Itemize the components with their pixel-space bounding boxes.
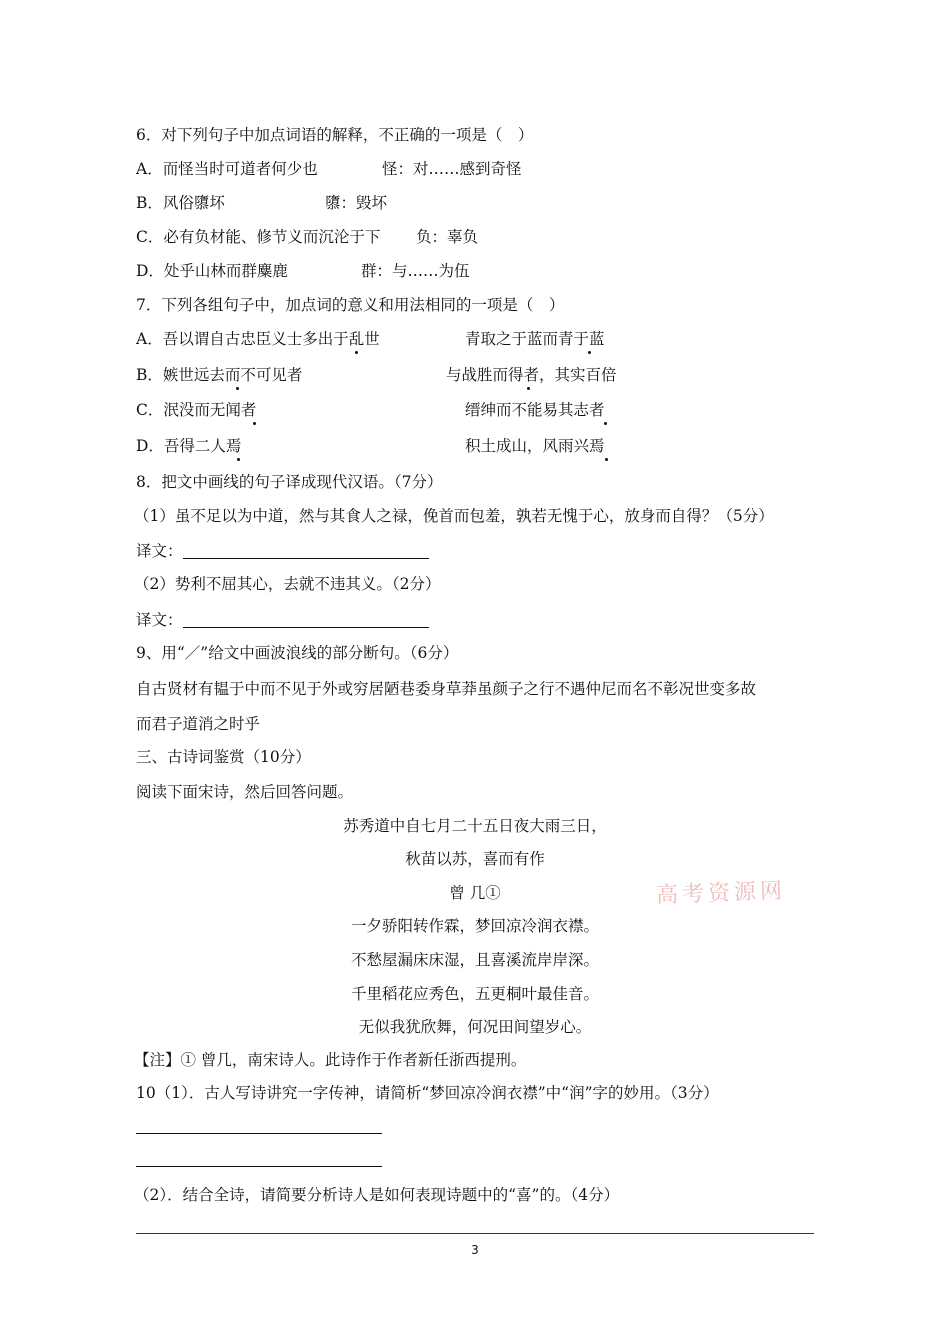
answer-blank[interactable] [183, 611, 429, 628]
q6-option-a [136, 159, 318, 179]
q7-option-b-left: B．嫉世远去而不可见者 [136, 366, 303, 384]
poem-title-line1: 苏秀道中自七月二十五日夜大雨三日， [343, 817, 607, 835]
q6-option-b-gloss: 隳：毁坏 [325, 194, 388, 212]
q8-answer-1 [136, 541, 429, 561]
q10-part2: （2）．结合全诗，请简要分析诗人是如何表现诗题中的“喜”的。（4分） [134, 1186, 620, 1204]
q7-option-c-left: C．泯没而无闻者 [136, 401, 257, 419]
q6-option-b-sentence: B．风俗隳坏 [136, 194, 225, 212]
q8-part2: （2）势利不屈其心，去就不违其义。（2分） [134, 575, 441, 593]
q6-option-c [136, 227, 380, 247]
q6-option-b [136, 193, 225, 213]
q9-stem: 9、用“／”给文中画波浪线的部分断句。（6分） [136, 644, 459, 662]
answer-line[interactable] [136, 1133, 382, 1134]
q6-option-c-gloss: 负：辜负 [416, 228, 479, 246]
emphasis-dot [605, 458, 608, 461]
footer-divider [136, 1233, 814, 1234]
answer-line[interactable] [136, 1166, 382, 1167]
q8-part1: （1）虽不足以为中道，然与其食人之禄，俛首而包羞，孰若无愧于心，放身而自得？（5分） [134, 507, 774, 525]
q6-option-d-gloss: 群：与……为伍 [361, 262, 470, 280]
q9-text-line2: 而君子道消之时乎 [136, 715, 261, 733]
q6-option-a-sentence: A．而怪当时可道者何少也 [136, 160, 318, 178]
section3-heading: 三、古诗词鉴赏（10分） [136, 748, 311, 766]
poem-title-line2: 秋苗以苏，喜而有作 [405, 850, 545, 868]
q6-stem: 6．对下列句子中加点词语的解释，不正确的一项是（ ） [136, 126, 534, 144]
q10-part1: 10（1）．古人写诗讲究一字传神，请简析“梦回凉冷润衣襟”中“润”字的妙用。（3分） [136, 1084, 719, 1102]
emphasis-dot [527, 387, 530, 390]
q7-option-b-right: 与战胜而得者，其实百倍 [446, 366, 617, 384]
poem-author: 曾 几① [449, 884, 501, 902]
poem-line-4: 无似我犹欣舞，何况田间望岁心。 [358, 1018, 592, 1036]
q7-stem: 7．下列各组句子中，加点词的意义和用法相同的一项是（ ） [136, 296, 565, 314]
section3-intro: 阅读下面宋诗，然后回答问题。 [136, 783, 354, 801]
q7-option-a-right: 青取之于蓝而青于蓝 [465, 330, 605, 348]
emphasis-dot [588, 351, 591, 354]
q7-option-a-left: A．吾以谓自古忠臣义士多出于乱世 [136, 330, 380, 348]
q8-stem: 8．把文中画线的句子译成现代汉语。（7分） [136, 473, 443, 491]
q8-answer-2 [136, 610, 429, 630]
emphasis-dot [355, 351, 358, 354]
q7-option-c-right: 缙绅而不能易其志者 [465, 401, 605, 419]
poem-note: 【注】① 曾几，南宋诗人。此诗作于作者新任浙西提刑。 [134, 1051, 527, 1069]
q7-option-d-left: D．吾得二人焉 [136, 437, 242, 455]
poem-line-1: 一夕骄阳转作霖，梦回凉冷润衣襟。 [350, 917, 599, 935]
poem-line-2: 不愁屋漏床床湿，且喜溪流岸岸深。 [350, 951, 599, 969]
answer-blank[interactable] [183, 542, 429, 559]
watermark: 高考资源网 [655, 878, 787, 909]
q9-text-line1: 自古贤材有韫于中而不见于外或穷居陋巷委身草莽虽颜子之行不遇仲尼而名不彰况世变多故 [136, 680, 757, 698]
emphasis-dot [253, 422, 256, 425]
q6-option-c-sentence: C．必有负材能、修节义而沉沦于下 [136, 228, 381, 246]
q7-option-d-right: 积土成山，风雨兴焉 [465, 437, 605, 455]
answer-label: 译文： [136, 542, 183, 560]
q6-option-a-gloss: 怪：对……感到奇怪 [382, 160, 522, 178]
emphasis-dot [237, 458, 240, 461]
answer-label: 译文： [136, 611, 183, 629]
emphasis-dot [236, 387, 239, 390]
q6-option-d [136, 261, 288, 281]
q6-option-d-sentence: D．处乎山林而群麋鹿 [136, 262, 288, 280]
page-number: 3 [471, 1243, 479, 1257]
poem-line-3: 千里稻花应秀色，五更桐叶最佳音。 [350, 985, 599, 1003]
emphasis-dot [604, 422, 607, 425]
